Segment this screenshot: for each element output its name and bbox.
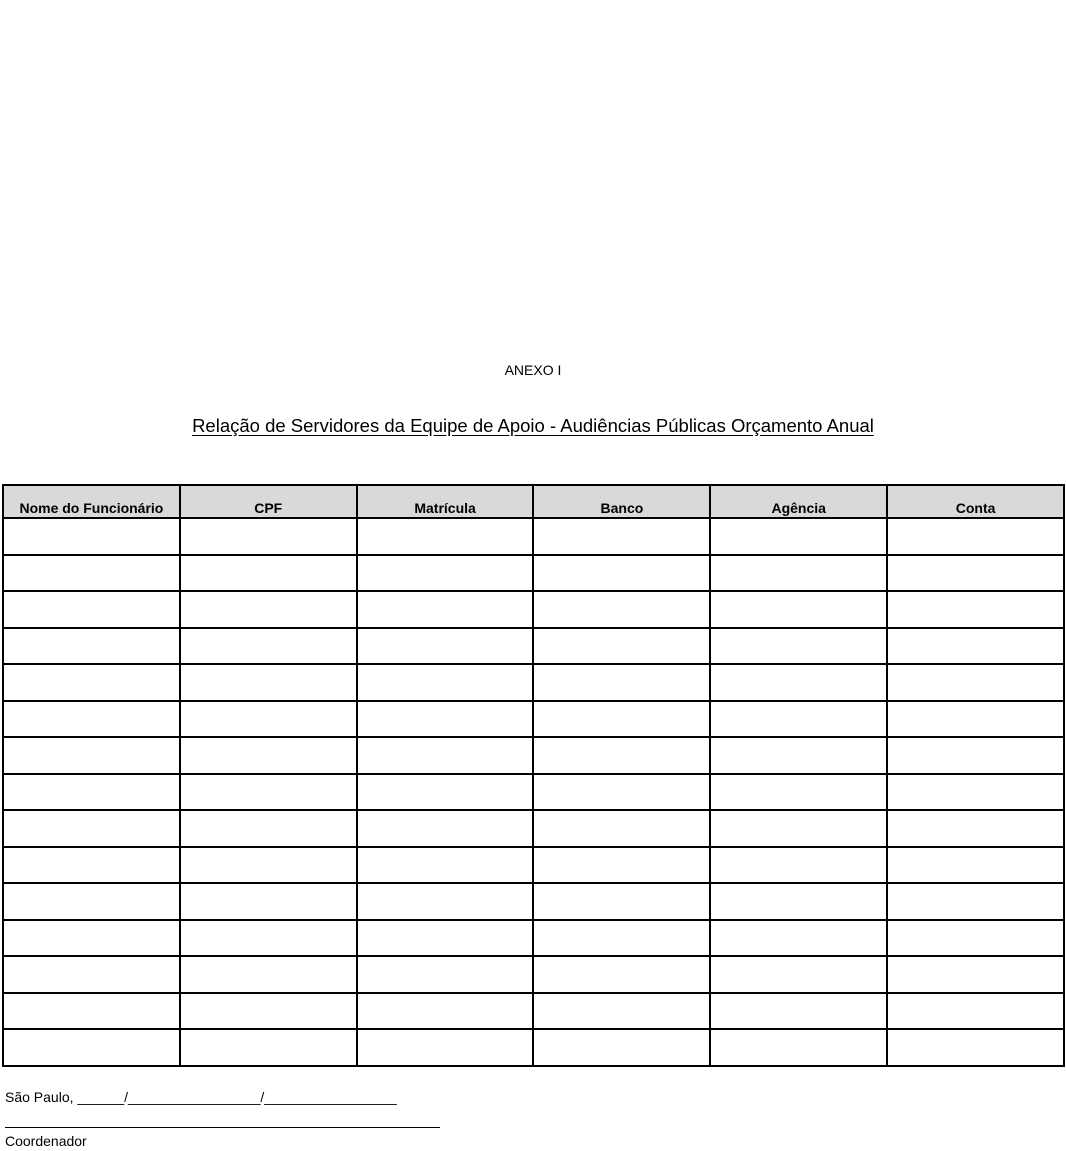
table-cell[interactable] bbox=[357, 664, 534, 701]
table-cell[interactable] bbox=[710, 810, 887, 847]
table-cell[interactable] bbox=[3, 628, 180, 665]
table-cell[interactable] bbox=[357, 518, 534, 555]
table-cell[interactable] bbox=[887, 810, 1064, 847]
table-cell[interactable] bbox=[533, 956, 710, 993]
table-cell[interactable] bbox=[887, 1029, 1064, 1066]
column-header: Agência bbox=[710, 485, 887, 518]
table-cell[interactable] bbox=[180, 993, 357, 1030]
table-cell[interactable] bbox=[887, 920, 1064, 957]
table-cell[interactable] bbox=[3, 664, 180, 701]
table-cell[interactable] bbox=[710, 591, 887, 628]
table-cell[interactable] bbox=[533, 920, 710, 957]
table-row bbox=[3, 810, 1064, 847]
table-cell[interactable] bbox=[357, 555, 534, 592]
table-cell[interactable] bbox=[710, 847, 887, 884]
table-cell[interactable] bbox=[710, 628, 887, 665]
table-cell[interactable] bbox=[887, 883, 1064, 920]
table-cell[interactable] bbox=[533, 737, 710, 774]
table-cell[interactable] bbox=[357, 591, 534, 628]
table-cell[interactable] bbox=[887, 701, 1064, 738]
table-row bbox=[3, 774, 1064, 811]
table-cell[interactable] bbox=[710, 1029, 887, 1066]
table-cell[interactable] bbox=[3, 956, 180, 993]
table-cell[interactable] bbox=[3, 774, 180, 811]
signature-line bbox=[5, 1127, 440, 1128]
table-cell[interactable] bbox=[180, 701, 357, 738]
table-cell[interactable] bbox=[180, 847, 357, 884]
table-cell[interactable] bbox=[3, 883, 180, 920]
table-cell[interactable] bbox=[710, 920, 887, 957]
table-cell[interactable] bbox=[533, 993, 710, 1030]
table-cell[interactable] bbox=[3, 847, 180, 884]
table-cell[interactable] bbox=[180, 883, 357, 920]
table-row bbox=[3, 628, 1064, 665]
table-row bbox=[3, 591, 1064, 628]
table-cell[interactable] bbox=[710, 701, 887, 738]
table-cell[interactable] bbox=[887, 628, 1064, 665]
table-header bbox=[3, 485, 1064, 518]
table-cell[interactable] bbox=[533, 810, 710, 847]
table-cell[interactable] bbox=[3, 737, 180, 774]
table-cell[interactable] bbox=[180, 1029, 357, 1066]
table-cell[interactable] bbox=[3, 591, 180, 628]
table-header-row bbox=[3, 485, 1064, 518]
column-header: Conta bbox=[887, 485, 1064, 518]
table-cell[interactable] bbox=[887, 774, 1064, 811]
table-row bbox=[3, 555, 1064, 592]
table-row bbox=[3, 847, 1064, 884]
table-cell[interactable] bbox=[533, 1029, 710, 1066]
table-cell[interactable] bbox=[887, 555, 1064, 592]
table-row bbox=[3, 993, 1064, 1030]
table-cell[interactable] bbox=[180, 956, 357, 993]
document-title: Relação de Servidores da Equipe de Apoio - Audiências Públicas Orçamento Anual bbox=[192, 415, 874, 436]
table-cell[interactable] bbox=[357, 883, 534, 920]
table-cell[interactable] bbox=[533, 883, 710, 920]
staff-table bbox=[2, 484, 1065, 1067]
table-cell[interactable] bbox=[710, 883, 887, 920]
table-cell[interactable] bbox=[180, 664, 357, 701]
table-cell[interactable] bbox=[710, 993, 887, 1030]
column-header: Nome do Funcionário bbox=[3, 485, 180, 518]
column-header: Banco bbox=[533, 485, 710, 518]
table-row bbox=[3, 883, 1064, 920]
table-row bbox=[3, 737, 1064, 774]
table-cell[interactable] bbox=[180, 737, 357, 774]
table-cell[interactable] bbox=[3, 810, 180, 847]
signature-date-line: São Paulo, ______/_________________/_________________ bbox=[5, 1089, 397, 1105]
table-cell[interactable] bbox=[3, 920, 180, 957]
table-row bbox=[3, 920, 1064, 957]
table-row bbox=[3, 701, 1064, 738]
table-cell[interactable] bbox=[357, 847, 534, 884]
table-cell[interactable] bbox=[887, 847, 1064, 884]
table-body bbox=[3, 518, 1064, 1066]
table-cell[interactable] bbox=[710, 555, 887, 592]
table-cell[interactable] bbox=[357, 701, 534, 738]
table-cell[interactable] bbox=[887, 993, 1064, 1030]
table-cell[interactable] bbox=[357, 993, 534, 1030]
table-cell[interactable] bbox=[887, 664, 1064, 701]
table-cell[interactable] bbox=[3, 701, 180, 738]
column-header: CPF bbox=[180, 485, 357, 518]
table-cell[interactable] bbox=[533, 555, 710, 592]
table-row bbox=[3, 518, 1064, 555]
table-cell[interactable] bbox=[3, 518, 180, 555]
table-cell[interactable] bbox=[887, 956, 1064, 993]
table-cell[interactable] bbox=[357, 920, 534, 957]
table-row bbox=[3, 956, 1064, 993]
table-cell[interactable] bbox=[710, 664, 887, 701]
table-cell[interactable] bbox=[180, 774, 357, 811]
table-cell[interactable] bbox=[887, 591, 1064, 628]
document-title-wrapper bbox=[0, 415, 1066, 437]
table-cell[interactable] bbox=[3, 993, 180, 1030]
table-cell[interactable] bbox=[533, 591, 710, 628]
table-cell[interactable] bbox=[887, 737, 1064, 774]
table-cell[interactable] bbox=[357, 810, 534, 847]
annex-label: ANEXO I bbox=[504, 362, 562, 378]
table-cell[interactable] bbox=[357, 956, 534, 993]
table-cell[interactable] bbox=[533, 847, 710, 884]
column-header: Matrícula bbox=[357, 485, 534, 518]
table-row bbox=[3, 664, 1064, 701]
table-cell[interactable] bbox=[180, 518, 357, 555]
table-cell[interactable] bbox=[357, 1029, 534, 1066]
table-cell[interactable] bbox=[3, 1029, 180, 1066]
table-row bbox=[3, 1029, 1064, 1066]
table-cell[interactable] bbox=[887, 518, 1064, 555]
table-cell[interactable] bbox=[357, 774, 534, 811]
table-cell[interactable] bbox=[533, 628, 710, 665]
table-cell[interactable] bbox=[710, 518, 887, 555]
table-cell[interactable] bbox=[533, 664, 710, 701]
signature-role: Coordenador bbox=[5, 1133, 87, 1149]
table-cell[interactable] bbox=[533, 518, 710, 555]
table-cell[interactable] bbox=[357, 737, 534, 774]
table-cell[interactable] bbox=[357, 628, 534, 665]
table-cell[interactable] bbox=[180, 810, 357, 847]
table-cell[interactable] bbox=[710, 956, 887, 993]
table-cell[interactable] bbox=[180, 591, 357, 628]
table-cell[interactable] bbox=[533, 774, 710, 811]
table-cell[interactable] bbox=[533, 701, 710, 738]
table-cell[interactable] bbox=[3, 555, 180, 592]
table-cell[interactable] bbox=[180, 555, 357, 592]
table-cell[interactable] bbox=[710, 737, 887, 774]
table-cell[interactable] bbox=[710, 774, 887, 811]
table-cell[interactable] bbox=[180, 628, 357, 665]
table-cell[interactable] bbox=[180, 920, 357, 957]
